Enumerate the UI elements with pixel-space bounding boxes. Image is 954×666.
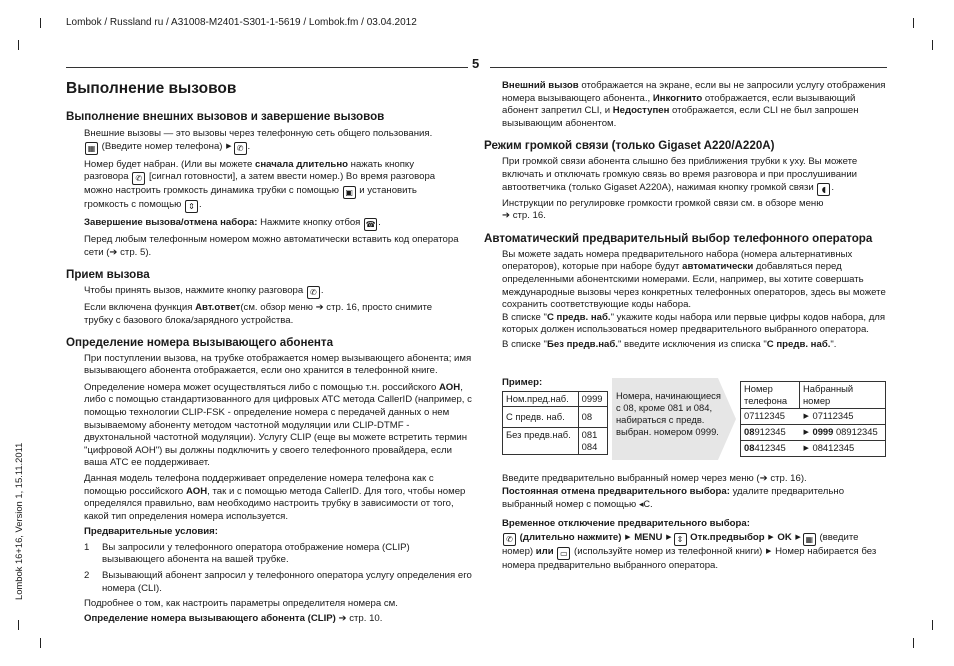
page-title: Выполнение вызовов [66,80,237,97]
paragraph: Внешние вызовы — это вызовы через телефонную сеть общего пользования. [84,128,433,139]
cell-text: 07112345 [812,410,854,421]
paragraph: Определение номера может осуществляться либо с помощью т.н. российского [84,381,437,393]
crop-mark [40,18,41,28]
paragraph: трубку с базового блока/зарядного устройства. [84,314,294,326]
cell-text: 412345 [754,442,786,453]
section-heading: Определение номера вызывающего абонента [66,335,334,349]
paragraph: Постоянная отмена предварительного выбора: [502,485,730,497]
paragraph: (Введите номер телефона) [101,140,223,152]
paragraph: Номер набирается без номера предварительно выбранного оператора. [502,546,877,572]
cell-bold-part: 0999 [812,426,834,437]
paragraph: При громкой связи абонента слышно без приближения трубки к уху. Вы можете включать и отключать громкую связь во время разговора и при прослушивании автоответчика (только Gigaset A220A), нажимая кнопку громкой связи [502,156,858,193]
paragraph: отображается, если вызывающий абонент запретил CLI, и [502,92,856,117]
list-item: Вызывающий абонент запросил у телефонного оператора услугу определения его номера (CLI). [102,570,472,594]
paragraph: Завершение вызова/отмена набора: [84,217,258,229]
paragraph: В списке " [502,338,547,350]
paragraph: и установить [359,185,417,197]
paragraph: сначала длительно [254,158,348,170]
paragraph: Авт.ответ [195,302,241,314]
paragraph: Данная модель телефона поддерживает определение номера телефона как с помощью российского [84,472,434,497]
example-arrow-text: Номера, начинающиеся с 08, кроме 081 и 084, набираться с предв. выбран. номером 0999. [616,390,721,437]
prerequisites-label: Предварительные условия: [84,526,218,538]
cross-reference: Определение номера вызывающего абонента (CLIP) [84,612,336,624]
paragraph: Инструкции по регулировке громкости громкой связи см. в обзоре меню [502,197,824,209]
dial-result-table [740,381,886,457]
cell-bold-part: 08 [744,442,755,453]
page-number: 5 [472,56,480,71]
paragraph: (введите номер) [502,532,859,558]
paragraph: Временное отключение предварительного выбора: [502,517,750,529]
paragraph: нажать кнопку [347,158,415,170]
header-rule [490,67,887,68]
paragraph: С предв. наб. [546,311,611,323]
paragraph: ➔ стр. 16. [502,210,546,222]
paragraph: При поступлении вызова, на трубке отображается номер вызывающего абонента; имя вызывающего абонента отображается, если оно хранится в телефонной книге. [84,352,472,377]
paragraph: Номер будет набран. (Или вы можете [84,158,255,170]
crop-mark [40,638,41,648]
talk-key-icon: ✆ [132,172,145,185]
crop-mark [913,638,914,648]
ok-key: OK [777,532,792,544]
paragraph: АОН [185,485,208,497]
crop-mark [932,620,933,630]
table-row [741,382,886,409]
arrow-icon: ▶ [768,534,774,542]
cell-text: 07112345 [744,410,786,421]
table-cell: 08 [578,407,607,428]
paragraph: С предв. наб. [766,338,831,350]
menu-item: Отк.предвыбор [690,532,765,544]
paragraph: автоматически [682,261,754,273]
paragraph: , либо с помощью стандартизованного для цифровых АТС метода CallerID (например, с помощью технологии CLIP-FSK - определение номера с передачей данных о нем вызываемому абоненту методом частотной модуляции или CLIP-DTMF - двухтональной частотной модуляции). Услугу CLIP (еще вы можете встретить термин "цифровой АОН") вы должны подключить у своего телефонного провайдера, если ваша АТС ее поддерживает. [84,381,472,469]
paragraph: (используйте номер из телефонной книги) [574,546,763,558]
cell-text: 912345 [754,426,786,437]
table-cell: Без предв.наб. [503,428,579,455]
paragraph: " укажите коды набора или первые цифры кодов набора, для которых должен использоваться номер предварительного выбранного оператора. [502,311,886,336]
crop-mark [913,18,914,28]
table-cell: С предв. наб. [503,407,579,428]
volume-key-icon: ▣ [343,186,356,199]
arrow-icon: ▶ [803,445,809,452]
paragraph: ". [830,338,837,350]
section-heading: Прием вызова [66,268,150,282]
table-row [503,407,608,428]
after-example: Введите предварительно выбранный номер через меню (➔ стр. 16). Постоянная отмена предварительного выбора: удалите предварительно выбранный номер с помощью ◂C. Временное отключение предварительного выбора: ✆ (длительно нажмите) ▶ MENU ▶ ⇕ Отк.предвыбор ▶ OK ▶ ▦ (введите номер) или ▭ (используйте номер из телефонной книги) ▶ Номер набирается без номера предварительно выбранного оператора. [502,473,886,573]
list-number: 2 [84,570,90,582]
paragraph: , так и с помощью метода CallerID. Для того, чтобы номер определялся правильно, вам необходимо настроить трубку в зависимости от того, какой тип определения номера используется. [84,485,466,522]
table-header: Набранный номер [800,382,886,409]
table-cell [800,425,886,441]
table-cell [741,441,800,457]
paragraph: Вы можете задать номера предварительного набора (номера альтернативных операторов), которые при наборе будут [502,248,853,273]
paragraph: громкость с помощью [84,199,182,211]
section-heading: Автоматический предварительный выбор телефонного оператора [484,231,873,245]
control-key-icon: ⇕ [185,200,198,213]
paragraph: Перед любым телефонным номером можно автоматически вставить код оператора сети (➔ стр. 5). [84,234,459,258]
paragraph: Нажмите кнопку отбоя [257,217,361,229]
cell-bold-part: 08 [744,426,755,437]
paragraph: Без предв.наб. [546,338,618,350]
paragraph: (длительно нажмите) [519,532,622,544]
paragraph: можно настроить громкость динамика трубки с помощью [84,185,339,197]
cell-text: 08412345 [812,442,855,453]
table-row [503,392,608,407]
crop-mark [18,40,19,50]
control-key-icon: ⇕ [674,533,687,546]
arrow-icon: ▶ [625,534,631,542]
crop-mark [18,620,19,630]
table-cell [741,409,800,425]
table-cell [800,441,886,457]
table-cell: 0999 [578,392,607,407]
table-cell [800,409,886,425]
arrow-icon: ▶ [795,534,801,542]
paragraph: [сигнал готовности], а затем ввести номер.) Во время разговора [148,171,436,183]
paragraph: Чтобы принять вызов, нажмите кнопку разговора [84,285,304,297]
table-cell: 081 084 [578,428,607,455]
paragraph: Введите предварительно выбранный номер через меню (➔ стр. 16). [502,473,807,484]
header-rule [66,67,468,68]
crop-mark [932,40,933,50]
backspace-icon: ◂C [638,499,650,510]
right-column: Внешний вызов отображается на экране, если вы не запросили услугу отображения номера вызывающего абонента., Инкогнито отображается, если вызывающий абонент запретил CLI, и Недоступен отображается, если CLI не был запрошен вызывающим абонентом. Режим громкой связи (только Gigaset A220/A220A) При громкой связи абонента слышно без приближения трубки к уху. Вы можете включать и отключать громкую связь во время разговора и при прослушивании автоответчика (только Gigaset A220A), нажимая кнопку громкой связи ◖ . Инструкции по регулировке громкости громкой связи см. в обзоре меню ➔ стр. 16. Автоматический предварительный выбор телефонного оператора Вы можете задать номера предварительного набора (номера альтернативных операторов), которые при наборе будут автоматически добавляться перед определенными абонентскими номерами. Если, например, вы хотите совершать международные вызовы через конкретных телефонных операторов, здесь вы можете сохранить соответствующие коды набора. В списке "С предв. наб." укажите коды набора или первые цифры кодов набора, для которых должен использоваться номер предварительного выбранного оператора. В списке "Без предв.наб." введите исключения из списка "С предв. наб.". [484,80,886,350]
paragraph: В списке " [502,311,547,323]
header-meta: Lombok / Russland ru / A31008-M2401-S301-1-5619 / Lombok.fm / 03.04.2012 [66,17,417,28]
phonebook-key-icon: ▭ [557,547,570,560]
table-row [741,425,886,441]
table-row [503,428,608,455]
paragraph: разговора [84,171,129,183]
example-label: Пример: [502,377,543,388]
keypad-icon: ▦ [85,142,98,155]
paragraph: (см. обзор меню ➔ стр. 16, просто снимите [240,302,433,314]
list-number: 1 [84,541,90,553]
paragraph: " введите исключения из списка " [617,338,767,350]
paragraph: Инкогнито [652,92,703,104]
paragraph: отображается на экране, если вы не запросили услугу отображения номера вызывающего абонента., [502,80,886,104]
arrow-icon: ▶ [803,413,809,420]
arrow-icon: ▶ [766,548,772,556]
talk-key-icon: ✆ [307,286,320,299]
paragraph: Внешний вызов [502,80,579,91]
end-key-icon: ☎ [365,220,376,230]
paragraph: отображается, если CLI не был запрошен вызывающим абонентом. [502,105,859,129]
section-heading: Режим громкой связи (только Gigaset A220/A220A) [484,139,775,153]
paragraph: или [535,546,554,558]
paragraph: ➔ стр. 10. [335,612,383,624]
table-header: Номер телефона [741,382,800,409]
menu-key: MENU [634,532,663,544]
keypad-icon: ▦ [803,533,816,546]
handsfree-key-icon: ◖ [817,183,830,196]
table-cell: Ном.пред.наб. [503,392,579,407]
table-row [741,409,886,425]
paragraph: АОН [438,381,461,393]
cell-text: 08912345 [833,426,878,437]
talk-key-icon: ✆ [503,533,516,546]
prefix-settings-table [502,391,608,455]
paragraph: Недоступен [612,105,670,117]
talk-key-icon: ✆ [234,142,247,155]
table-cell [741,425,800,441]
left-column: Выполнение вызовов Выполнение внешних вызовов и завершение вызовов Внешние вызовы — это вызовы через телефонную сеть общего пользования. ▦ (Введите номер телефона) ▶ ✆ . Номер будет набран. (Или вы можете сначала длительно нажать кнопку разговора ✆ [сигнал готовности], а затем ввести номер.) Во время разговора можно настроить громкость динамика трубки с помощью ▣ и установить громкость с помощью ⇕ . Завершение вызова/отмена набора: Нажмите кнопку отбоя ☎ . Перед любым телефонным номером можно автоматически вставить код оператора сети (➔ стр. 5). Прием вызова Чтобы принять вызов, нажмите кнопку разговора ✆ . Если включена функция Авт.ответ(см. обзор меню ➔ стр. 16, просто снимите трубку с базового блока/зарядного устройства. Определение номера вызывающего абонента При поступлении вызова, на трубке отображается номер вызывающего абонента; имя вызывающего абонента отображается, если оно хранится в телефонной книге. Определение номера может осуществляться либо с помощью т.н. российского АОН, либо с помощью стандартизованного для цифровых АТС метода CallerID (например, с помощью технологии CLIP-FSK - определение номера с передачей данных о нем вызываемому абоненту методом частотной модуляции или CLIP-DTMF - двухтональной частотной модуляции). Услугу CLIP (еще вы можете встретить термин "цифровой АОН") вы должны подключить у своего телефонного провайдера, если ваша АТС ее поддерживает. Данная модель телефона поддерживает определение номера телефона как с помощью российского АОН, так и с помощью метода CallerID. Для того, чтобы номер определялся правильно, вам необходимо настроить трубку в зависимости от того, какой тип определения номера используется. Предварительные условия: 1 Вы запросили у телефонного оператора отображение номера (CLIP) вызывающего абонента на вашей трубке. 2 Вызывающий абонент запросил у телефонного оператора услугу определения его номера (CLI). Подробнее о том, как настроить параметры определителя номера см. Определение номера вызывающего абонента (CLIP) ➔ стр. 10. [66,80,472,624]
paragraph: Если включена функция [84,302,196,314]
arrow-icon: ▶ [666,534,672,542]
table-row [741,441,886,457]
arrow-icon: ▶ [226,142,232,150]
paragraph: удалите предварительно выбранный номер с помощью [502,485,845,511]
side-version: Lombok 16+16, Version 1, 15.11.2011 [13,442,24,600]
arrow-icon: ▶ [803,429,809,436]
section-heading: Выполнение внешних вызовов и завершение вызовов [66,110,385,123]
list-item: Вы запросили у телефонного оператора отображение номера (CLIP) вызывающего абонента на вашей трубке. [102,541,410,566]
paragraph: добавляться перед определенными абонентскими номерами. Если, например, вы хотите совершать международные вызовы через конкретных телефонных операторов, здесь вы можете сохранить соответствующие коды набора. [502,261,886,311]
paragraph: Подробнее о том, как настроить параметры определителя номера см. [84,598,398,610]
